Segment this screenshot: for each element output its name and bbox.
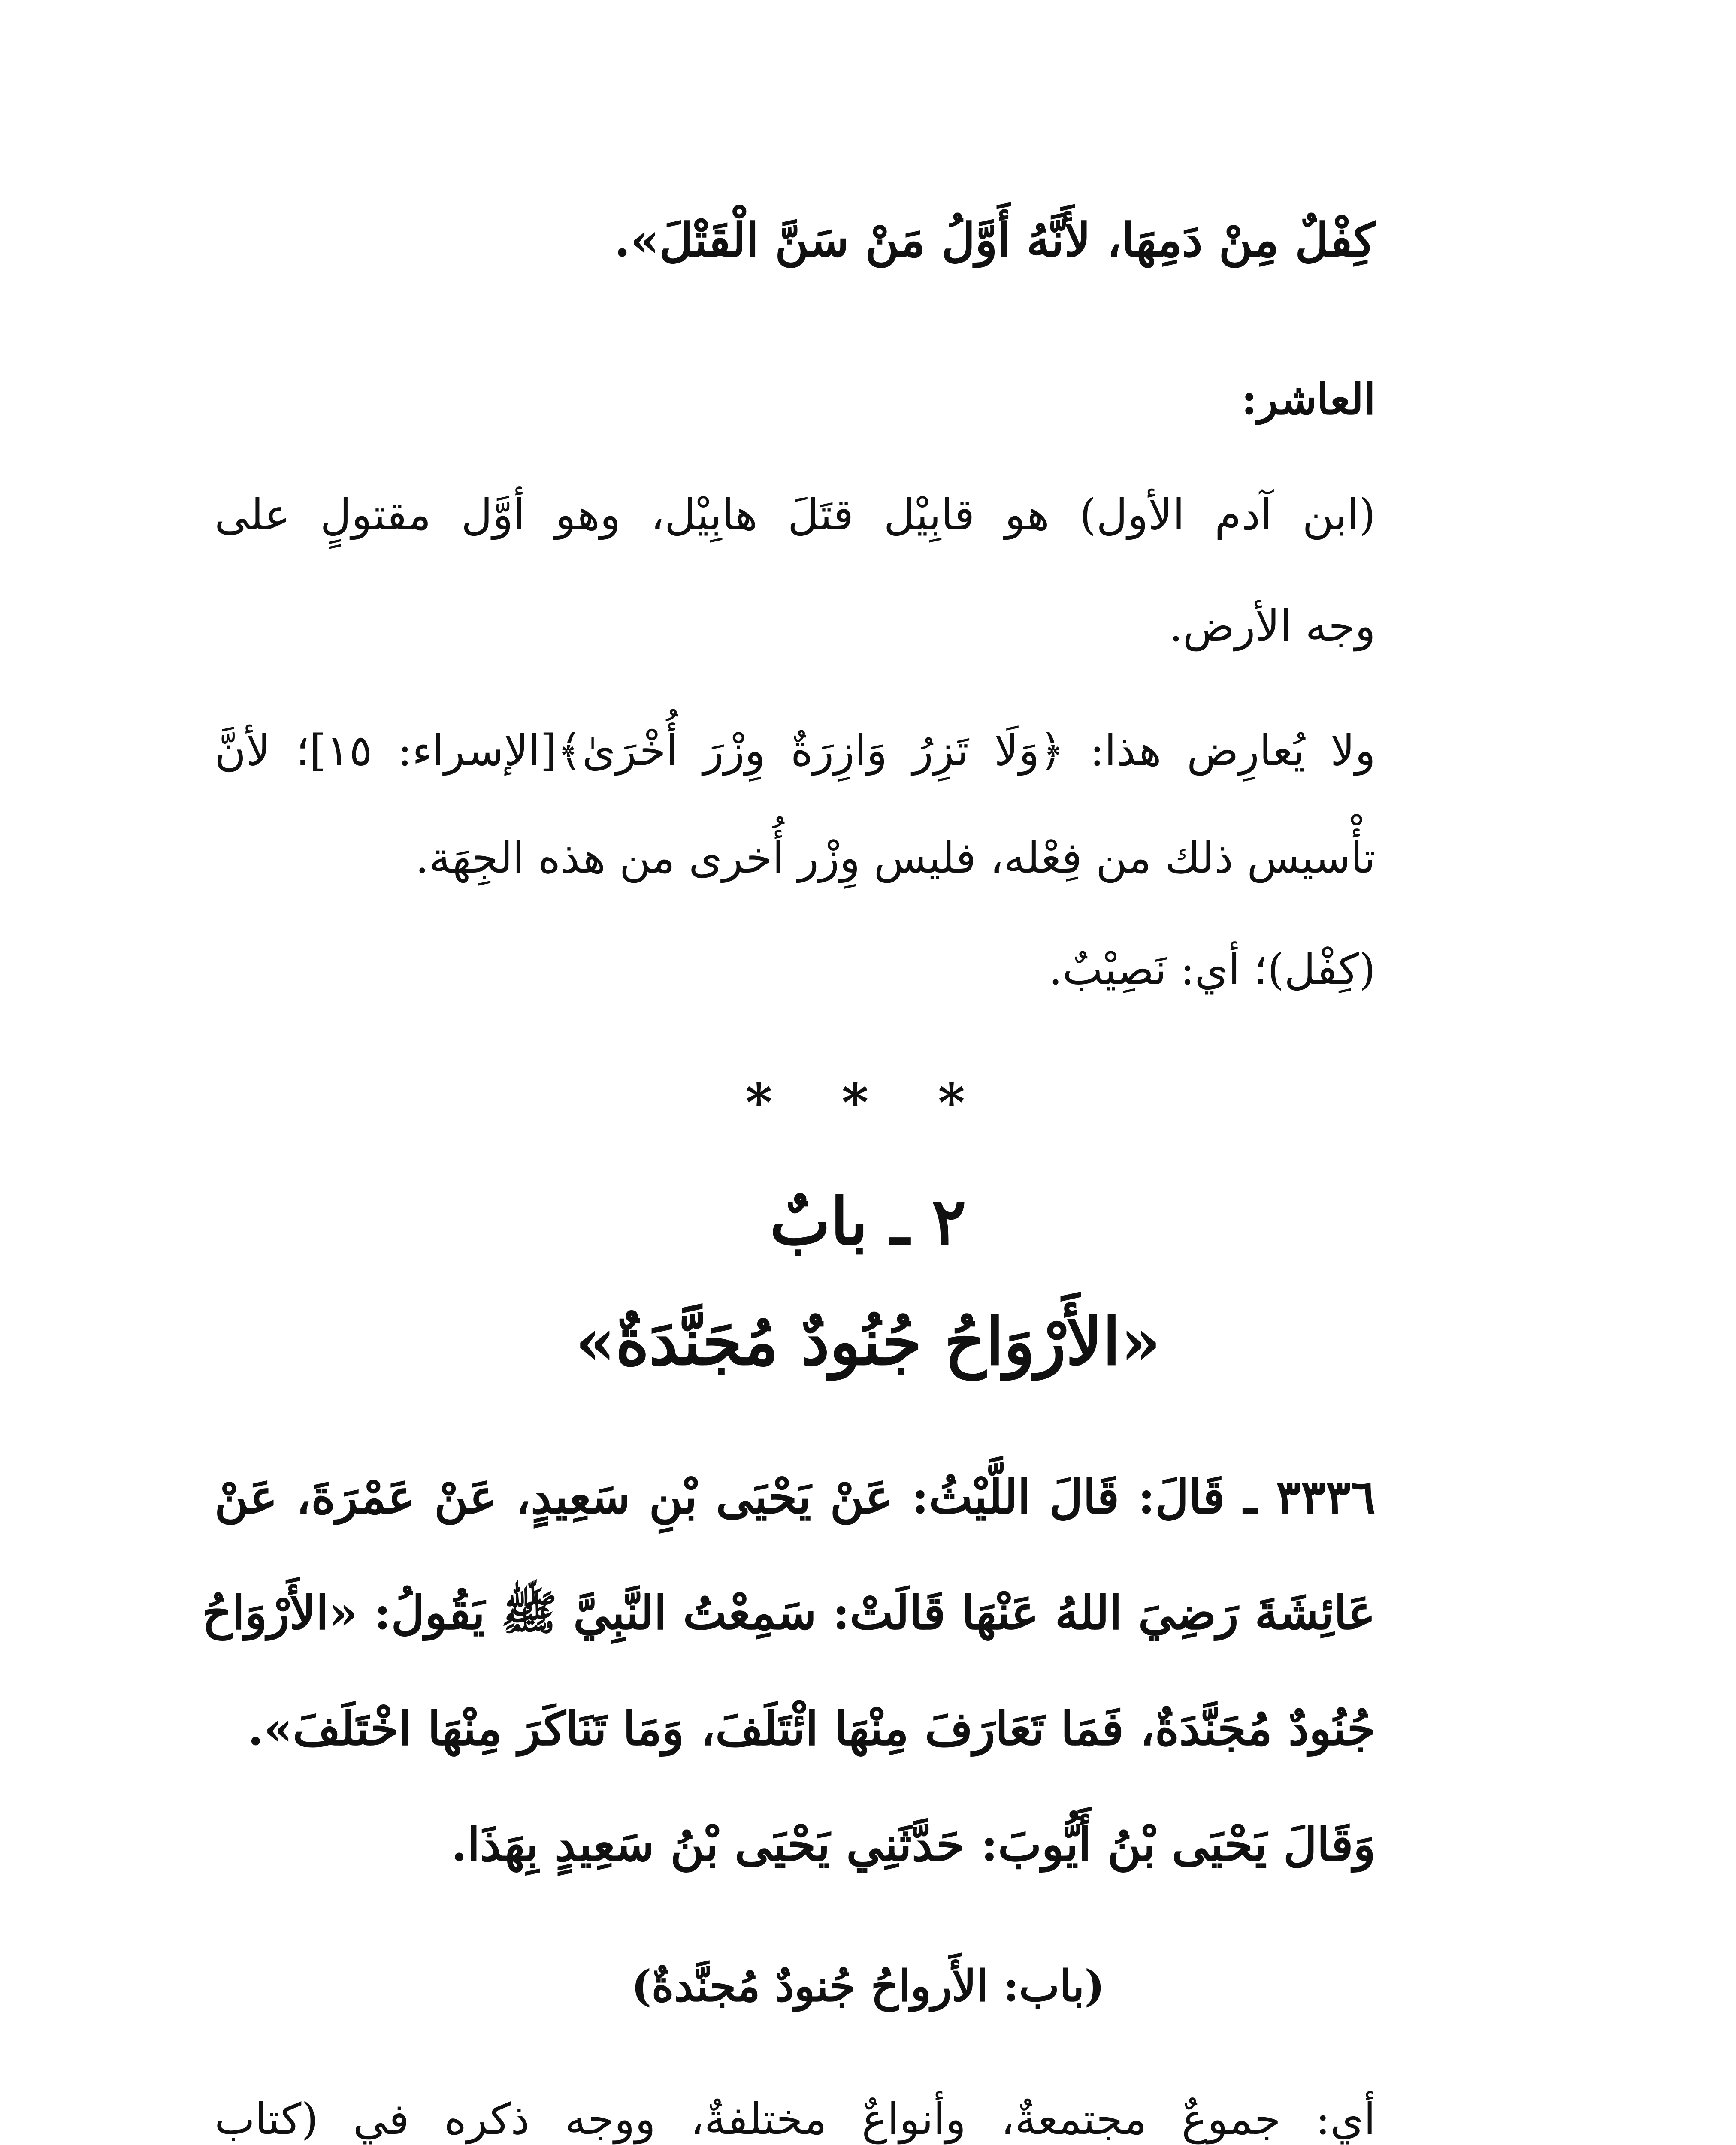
commentary-para-2-line-1: ولا يُعارِض هذا: ﴿وَلَا تَزِرُ وَازِرَةٌ وِزْرَ أُخْرَىٰ﴾[الإسراء: ١٥]؛ لأنَّ xyxy=(215,725,1376,776)
hadith-continuation-line: كِفْلٌ مِنْ دَمِهَا، لأَنَّهُ أَوَّلُ مَنْ سَنَّ الْقَتْلَ». xyxy=(614,213,1376,267)
commentary-para-1-line-2: وجه الأرض. xyxy=(1169,601,1376,651)
commentary-heading: العاشر: xyxy=(1241,374,1376,424)
commentary-para-2-line-2: تأْسيس ذلك من فِعْله، فليس وِزْر أُخرى من هذه الجِهَة. xyxy=(415,833,1376,883)
chapter-number: ٢ ـ بابٌ xyxy=(770,1184,966,1260)
commentary-para-1-line-1: (ابن آدم الأول) هو قابِيْل قتَلَ هابِيْل، وهو أوَّل مقتولٍ على xyxy=(215,489,1376,540)
chapter-title: «الأَرْوَاحُ جُنُودٌ مُجَنَّدَةٌ» xyxy=(575,1304,1161,1380)
explanation-line-1: أي: جموعٌ مجتمعةٌ، وأنواعٌ مختلفةٌ، ووجه ذكره في (كتاب xyxy=(215,2094,1376,2144)
hadith-line-4: وَقَالَ يَحْيَى بْنُ أَيُّوبَ: حَدَّثَنِي يَحْيَى بْنُ سَعِيدٍ بِهَذَا. xyxy=(451,1818,1376,1872)
hadith-line-3: جُنُودٌ مُجَنَّدَةٌ، فَمَا تَعَارَفَ مِنْهَا ائْتَلَفَ، وَمَا تَنَاكَرَ مِنْهَا اخْتَلَفَ». xyxy=(248,1702,1376,1756)
hadith-line-1: ٣٣٣٦ ـ قَالَ: قَالَ اللَّيْثُ: عَنْ يَحْيَى بْنِ سَعِيدٍ، عَنْ عَمْرَةَ، عَنْ xyxy=(215,1470,1376,1524)
section-separator: * * * xyxy=(745,1072,991,1133)
commentary-para-3-line-1: (كِفْل)؛ أي: نَصِيْبٌ. xyxy=(1049,944,1376,994)
explanation-heading: (باب: الأَرواحُ جُنودٌ مُجنَّدةٌ) xyxy=(631,1961,1105,2011)
hadith-line-2: عَائِشَةَ رَضِيَ اللهُ عَنْهَا قَالَتْ: سَمِعْتُ النَّبِيَّ ﷺ يَقُولُ: «الأَرْوَاحُ xyxy=(202,1586,1376,1640)
